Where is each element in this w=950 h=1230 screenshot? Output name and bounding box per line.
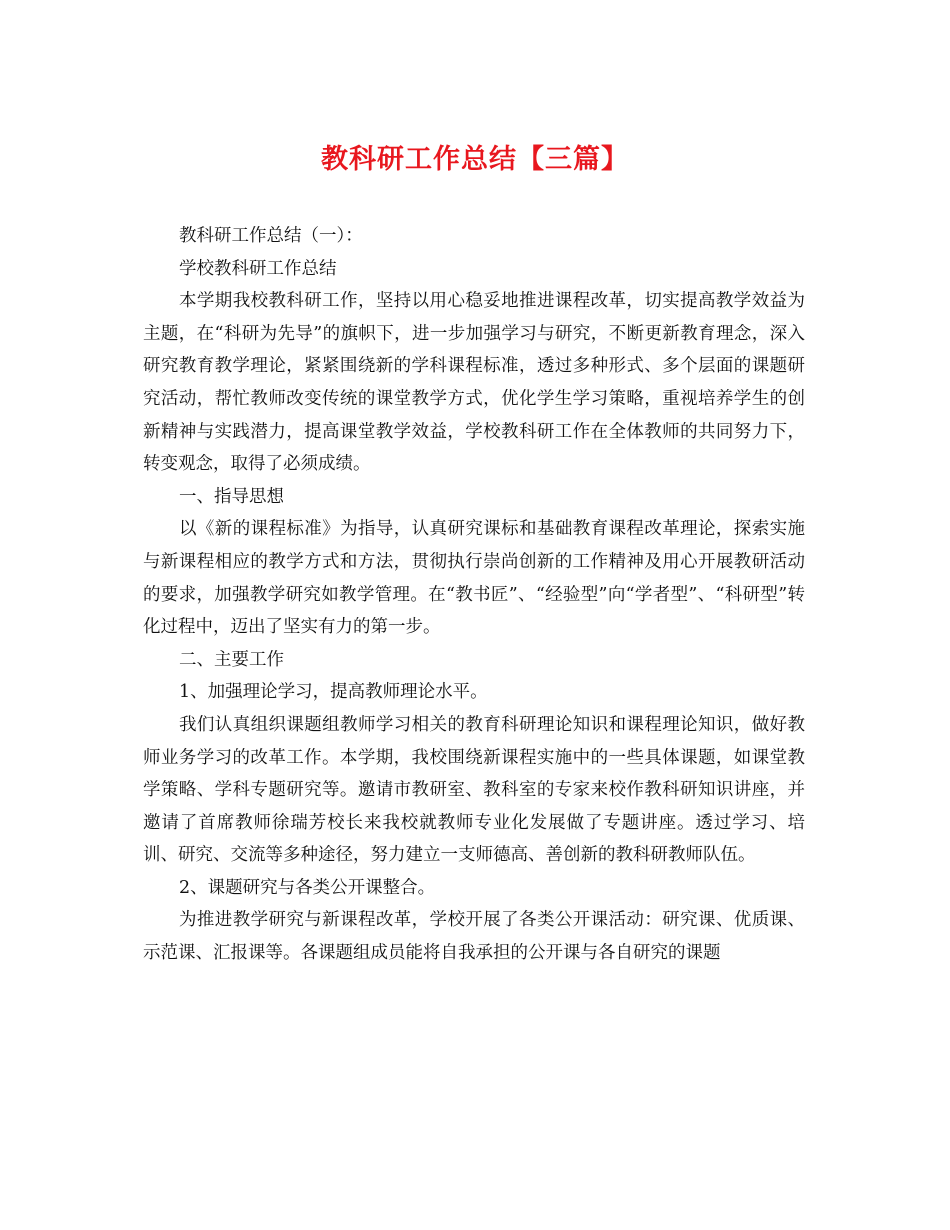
document-body <box>143 220 805 970</box>
paragraph: 本学期我校教科研工作，坚持以用心稳妥地推进课程改革，切实提高教学效益为主题，在“科研为先导”的旗帜下，进一步加强学习与研究，不断更新教育理念，深入研究教育教学理论，紧紧围绕新的学科课程标准，透过多种形式、多个层面的课题研究活动，帮忙教师改变传统的课堂教学方式，优化学生学习策略，重视培养学生的创新精神与实践潜力，提高课堂教学效益，学校教科研工作在全体教师的共同努力下，转变观念，取得了必须成绩。 <box>143 291 805 475</box>
paragraph: 以《新的课程标准》为指导，认真研究课标和基础教育课程改革理论，探索实施与新课程相应的教学方式和方法，贯彻执行崇尚创新的工作精神及用心开展教研活动的要求，加强教学研究如教学管理。在“教书匠”、“经验型”向“学者型”、“科研型”转化过程中，迈出了坚实有力的第一步。 <box>143 519 805 638</box>
section-heading: 二、主要工作 <box>179 649 284 670</box>
subtitle: 学校教科研工作总结 <box>179 258 337 279</box>
subheading: 1、加强理论学习，提高教师理论水平。 <box>179 682 488 703</box>
paragraph: 我们认真组织课题组教师学习相关的教育科研理论知识和课程理论知识，做好教师业务学习的改革工作。本学期，我校围绕新课程实施中的一些具体课题，如课堂教学策略、学科专题研究等。邀请市教研室、教科室的专家来校作教科研知识讲座，并邀请了首席教师徐瑞芳校长来我校就教师专业化发展做了专题讲座。透过学习、培训、研究、交流等多种途径，努力建立一支师德高、善创新的教科研教师队伍。 <box>143 714 805 866</box>
paragraph: 为推进教学研究与新课程改革，学校开展了各类公开课活动：研究课、优质课、示范课、汇报课等。各课题组成员能将自我承担的公开课与各自研究的课题 <box>143 910 805 964</box>
section-heading: 教科研工作总结（一）： <box>179 226 363 246</box>
section-heading: 一、指导思想 <box>179 486 284 507</box>
subheading: 2、课题研究与各类公开课整合。 <box>179 877 436 898</box>
document-title: 教科研工作总结【三篇】 <box>321 144 629 175</box>
